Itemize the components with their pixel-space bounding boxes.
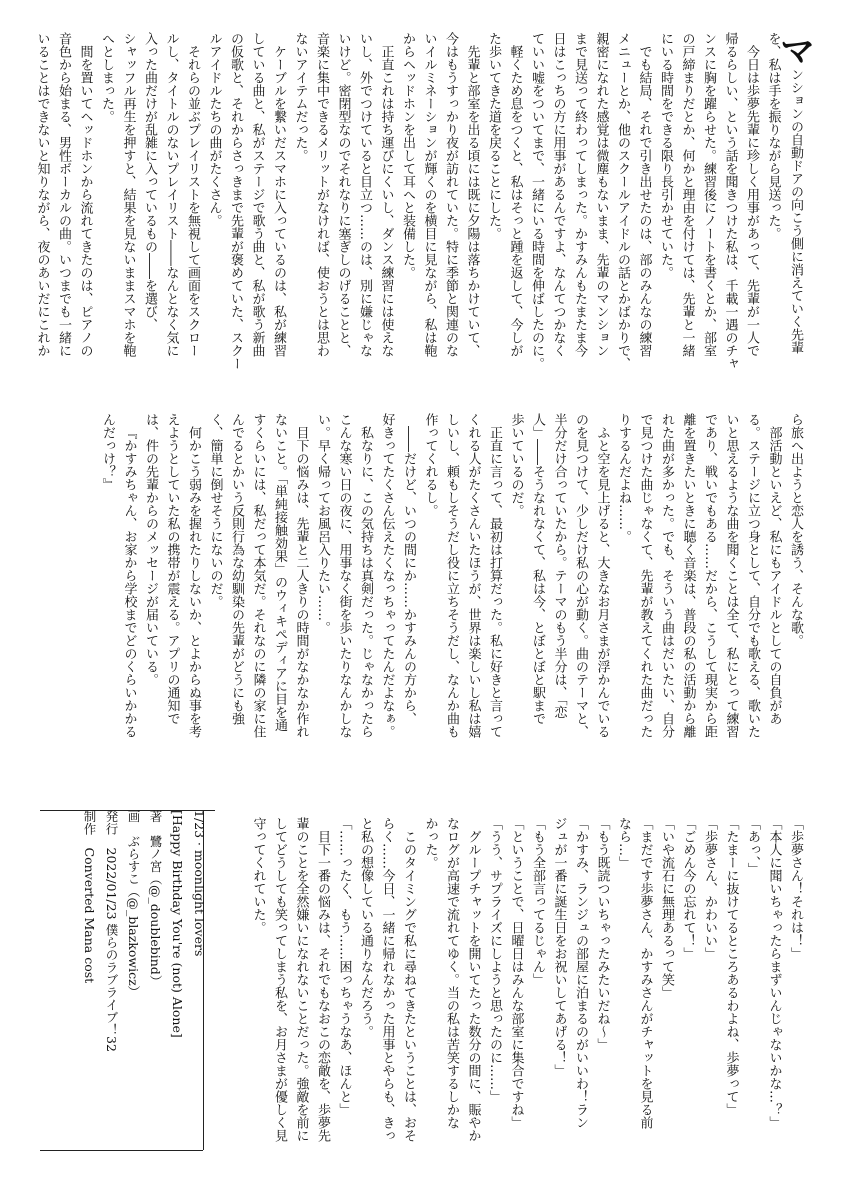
- line-text: 輩のことを全然嫌いになれないことだった。強敵を前に: [293, 817, 309, 1142]
- line-text: であり、戦いでもある……だから、こうして現実から距: [702, 413, 717, 738]
- text-line: [762, 32, 784, 390]
- text-line: [719, 32, 741, 390]
- line-text: 半分だけ合っていたから。テーマのもう半分は、「恋: [551, 413, 567, 719]
- text-line: [655, 32, 677, 390]
- text-line: [246, 32, 268, 390]
- line-text: なら…」: [616, 817, 631, 869]
- text-line: [720, 817, 742, 1175]
- line-text: 「もう全部言ってるじゃん」: [530, 817, 545, 986]
- text-line: [139, 32, 161, 390]
- line-text: してどうしても笑ってしまう私を、お月さまが優しく見: [272, 817, 287, 1142]
- text-line: [160, 32, 182, 390]
- text-line: [311, 32, 333, 390]
- colophon-line: 著 鷺ノ宮（@_doublebind）: [148, 810, 163, 988]
- line-text: 作ってくれるし。: [422, 413, 438, 517]
- text-line: [419, 817, 441, 1175]
- line-text: いと思えるような曲を聞くことは全て、私にとって練習: [723, 413, 739, 738]
- text-line: [333, 817, 355, 1175]
- text-line: [355, 413, 377, 793]
- line-text: 日はこっちの方に用事があるんですよ、なんてつかなく: [550, 32, 566, 357]
- line-text: 今はもうすっかり夜が訪れていた。特に季節と関連のな: [443, 32, 458, 357]
- text-line: [247, 817, 269, 1175]
- text-line: [527, 817, 549, 1175]
- line-text: 離を置きたいときに聴く音楽は、普段の私の活動から離: [680, 413, 696, 738]
- line-text: ンスに胸を躍らせた。練習後にノートを書くとか、部室: [701, 32, 716, 357]
- colophon-line: 1/23 · moonlight lovers: [192, 810, 207, 957]
- text-line: [505, 413, 527, 793]
- line-text: は、件の先輩からのメッセージが届いている。: [143, 413, 158, 686]
- line-text: 「まだです歩夢さん、かすみさんがチャットを見る前: [637, 817, 653, 1129]
- text-line: [204, 413, 226, 793]
- text-line: [462, 413, 484, 793]
- line-text: ルし、タイトルのないプレイリスト――なんとなく気に: [163, 32, 179, 357]
- line-text: ふと空を見上げると、大きなお月さまが浮かんでいる: [594, 426, 610, 738]
- text-line: [785, 413, 807, 793]
- text-tier-bottom: [215, 817, 806, 1175]
- text-line: [634, 413, 656, 793]
- colophon-line: 発行 2022/01/23 僕らのラブライブ！32: [104, 810, 119, 1052]
- line-text: 正直に言って、最初は打算だった。私に好きと言って: [487, 426, 502, 738]
- text-line: [269, 413, 291, 793]
- line-text: 「歩夢さん！それは！」: [788, 817, 803, 960]
- text-line: [269, 817, 291, 1175]
- text-line: [742, 413, 764, 793]
- text-line: [203, 32, 225, 390]
- text-line: [53, 32, 75, 390]
- text-line: [591, 817, 613, 1175]
- text-tier-top: [34, 32, 816, 390]
- text-line: [570, 817, 592, 1175]
- text-line: [526, 32, 548, 390]
- text-line: [161, 413, 183, 793]
- line-text: 音楽に集中できるメリットがなければ、使おうとは思わ: [314, 32, 329, 357]
- line-text: ないアイテムだった。: [292, 32, 308, 162]
- line-text: 軽くため息をつくと、私はそっと踵を返して、今しが: [507, 45, 523, 357]
- line-text: りするんだよね……。: [616, 413, 631, 543]
- text-line: [268, 32, 290, 390]
- colophon-line: [Happy Birthday You're (not) Alone]: [170, 810, 185, 1038]
- text-line: [504, 32, 526, 390]
- line-text: ら旅へ出ようと恋人を誘う、そんな歌。: [788, 413, 803, 647]
- text-line: [333, 413, 355, 793]
- text-line: [698, 32, 720, 390]
- line-text: ジュが一番に誕生日をお祝いしてあげる！」: [551, 817, 567, 1077]
- line-text: いし、外でつけていると目立つ……のは、別に嫌じゃな: [357, 32, 372, 357]
- text-line: [398, 817, 420, 1175]
- line-text: 正直これは持ち運びにくいし、ダンス練習には使えな: [378, 45, 394, 357]
- line-text: 帰るらしい、という話を聞きつけた私は、千載一遇のチャ: [722, 32, 738, 370]
- line-text: すくらいには、私だって本気だ。それなのに隣の家に住: [250, 413, 266, 738]
- colophon-line: 制作 Converted Mana cost: [82, 810, 97, 984]
- line-text: こんな寒い日の夜に、用事なく街を歩いたりなんかしな: [336, 413, 352, 738]
- line-text: れた曲が多かった。でも、そういう曲はだいたい、自分: [659, 413, 674, 738]
- text-line: [183, 413, 205, 793]
- text-line: [312, 817, 334, 1175]
- line-text: の戸締まりだとか、何かと理由を付けては、先輩と一緒: [679, 32, 695, 357]
- text-line: [140, 413, 162, 793]
- line-text: んだっけ？』: [100, 413, 115, 491]
- text-line: [676, 32, 698, 390]
- text-line: [461, 32, 483, 390]
- line-text: 入った曲だけが乱雑に入っているもの――を選び、: [142, 32, 157, 331]
- line-text: 部活動といえど、私にもアイドルとしての自負があ: [766, 426, 782, 725]
- text-line: [527, 413, 549, 793]
- text-line: [699, 413, 721, 793]
- text-line: [720, 413, 742, 793]
- line-text: シャッフル再生を押すと、結果を見ないままスマホを鞄: [120, 32, 136, 357]
- line-text: 音色から始まる、男性ボーカルの曲。いつまでも一緒に: [56, 32, 71, 357]
- text-line: [612, 32, 634, 390]
- line-text: 「いや流石に無理あるって笑」: [659, 817, 674, 999]
- line-text: 「ということで、日曜日はみんな部室に集合ですね」: [508, 817, 524, 1129]
- text-line: [225, 32, 247, 390]
- line-text: 目下の悩みは、先輩と二人きりの時間がなかなか作れ: [293, 426, 309, 738]
- line-text: 先輩と部室を出る頃には既に夕陽は落ちかけていて、: [464, 45, 480, 357]
- text-line: [591, 413, 613, 793]
- text-line: [634, 817, 656, 1175]
- line-text: ンションの自動ドアの向こう側に消えていく先輩: [788, 68, 803, 354]
- text-line: [290, 413, 312, 793]
- line-text: 私なりに、この気持ちは真剣だった。じゃなかったら: [358, 426, 373, 738]
- line-text: を、私は手を振りながら見送った。: [765, 32, 781, 240]
- text-line: [741, 32, 763, 390]
- line-text: へとしまった。: [99, 32, 114, 123]
- text-line: [290, 817, 312, 1175]
- line-text: 「……ったく、もう……困っちゃうなあ、ほんと」: [336, 817, 352, 1116]
- line-text: のを見つけて、少しだけ私の心が動く。曲のテーマと、: [573, 413, 588, 738]
- text-line: [74, 32, 96, 390]
- text-line: [96, 32, 118, 390]
- line-text: メニューとか、他のスクールアイドルの話とかばかりで、: [615, 32, 630, 370]
- text-line: [677, 413, 699, 793]
- line-text: 守ってくれていた。: [250, 817, 266, 934]
- line-text: 「たまーに抜けてるところあるわよね、歩夢って」: [723, 817, 739, 1116]
- text-line: [355, 817, 377, 1175]
- text-line: [118, 413, 140, 793]
- line-text: 「あっ、」: [745, 817, 760, 876]
- line-text: 『かすみちゃん、お家から学校までどのくらいかかる: [121, 426, 137, 738]
- line-text: 「もう既読ついちゃったみたいだね～」: [594, 817, 610, 1051]
- line-text: まで見送って終わってしまった。かすみんもたまたま今: [572, 32, 587, 357]
- text-line: [376, 817, 398, 1175]
- line-text: でも結局、それで引き出せたのは、部のみんなの練習: [636, 45, 652, 357]
- line-text: このタイミングで私に尋ねてきたということは、おそ: [401, 830, 416, 1142]
- line-text: 何かこう弱みを握れたりしないか、とよからぬ事を考: [186, 426, 201, 738]
- line-text: している曲と、私がステージで歌う曲と、私が歌う新曲: [249, 32, 265, 357]
- text-line: [354, 32, 376, 390]
- line-text: 「歩夢さん、かわいい」: [702, 817, 717, 960]
- line-text: からヘッドホンを出して耳へと装備した。: [400, 32, 415, 279]
- line-text: いることはできないと知りながら、夜のあいだにこれか: [34, 32, 50, 357]
- text-line: [247, 413, 269, 793]
- text-line: [742, 817, 764, 1175]
- line-text: くれる人がたくさんいたほうが、世界は楽しいし私は嬉: [465, 413, 481, 738]
- line-text: で見つけた曲じゃなくて、先輩が教えてくれた曲だった: [637, 413, 653, 738]
- line-text: 歩いているのだ。: [508, 413, 524, 517]
- text-line: [375, 32, 397, 390]
- text-line: [312, 413, 334, 793]
- text-line: [613, 413, 635, 793]
- line-text: 間を置いてヘッドホンから流れてきたのは、ピアノの: [77, 45, 93, 357]
- line-text: と私の想像している通りなんだろう。: [358, 817, 373, 1038]
- line-text: 目下一番の悩みは、それでもなおこの恋敵を、歩夢先: [315, 830, 330, 1142]
- line-text: いイルミネーションが輝くのを横目に見ながら、私は鞄: [421, 32, 437, 357]
- text-line: [677, 817, 699, 1175]
- line-text: 「本人に聞いちゃったらまずいんじゃないかな…？」: [766, 817, 782, 1129]
- line-text: かった。: [422, 817, 438, 869]
- text-line: [774, 32, 816, 390]
- line-text: んでるとかいう反則行為な幼馴染の先輩がどうにも強: [229, 413, 244, 725]
- line-text: グループチャットを開いてたった数分の間に、賑やか: [465, 830, 481, 1142]
- line-text: 好きってたくさん伝えたくなっちゃってたんだよなぁ。: [379, 413, 395, 738]
- line-text: ルアイドルたちの曲がたくさん。: [206, 32, 222, 227]
- drop-cap: マ: [774, 32, 816, 68]
- text-line: [398, 413, 420, 793]
- line-text: らく……今日、一緒に帰れなかった用事とやらも、きっ: [379, 817, 395, 1142]
- text-line: [699, 817, 721, 1175]
- text-line: [376, 413, 398, 793]
- text-line: [418, 32, 440, 390]
- text-line: [484, 413, 506, 793]
- line-text: 「ごめん今の忘れて！」: [680, 817, 696, 960]
- line-text: ないこと。「単純接触効果」のウィキペディアに目を通: [272, 413, 287, 732]
- text-line: [656, 413, 678, 793]
- text-line: [440, 32, 462, 390]
- text-line: [569, 32, 591, 390]
- text-line: [763, 413, 785, 793]
- text-line: [590, 32, 612, 390]
- text-line: [483, 32, 505, 390]
- text-line: [505, 817, 527, 1175]
- text-line: [785, 817, 807, 1175]
- line-text: 親密になれた感覚は微塵もないまま、先輩のマンション: [593, 32, 609, 357]
- line-text: 「かすみ、ランジュの部屋に泊まるのがいいわ！ラン: [573, 817, 588, 1129]
- line-text: る。ステージに立つ身として、自分でも歌える、歌いた: [745, 413, 760, 738]
- line-text: 今日は歩夢先輩に珍しく用事があって、先輩が一人で: [744, 45, 759, 357]
- text-line: [613, 817, 635, 1175]
- text-line: [548, 817, 570, 1175]
- line-text: ていい嘘をついてまで、一緒にいる時間を伸ばしたのに。: [529, 32, 544, 370]
- line-text: た歩いてきた道を戻ることにした。: [486, 32, 501, 240]
- colophon: [40, 810, 210, 1180]
- text-line: [570, 413, 592, 793]
- text-line: [633, 32, 655, 390]
- text-line: [397, 32, 419, 390]
- text-line: [441, 817, 463, 1175]
- colophon-line: 画 ぶらすこ（@_blazkowicz）: [126, 810, 141, 999]
- text-line: [97, 413, 119, 793]
- text-line: [547, 32, 569, 390]
- line-text: なログが高速で流れてゆく。当の私は苦笑するしかな: [444, 817, 459, 1129]
- text-line: [763, 817, 785, 1175]
- text-line: [332, 32, 354, 390]
- line-text: く、簡単に倒せそうにないのだ。: [207, 413, 223, 608]
- line-text: ――だけど、いつの間にか……かすみんの方から、: [401, 426, 416, 725]
- line-text: それらの並ぶプレイリストを無視して画面をスクロー: [185, 45, 200, 357]
- text-line: [289, 32, 311, 390]
- line-text: 「うう、サプライズにしようと思ったのに……」: [487, 817, 502, 1103]
- line-text: にいる時間をできる限り長引かせていた。: [658, 32, 673, 279]
- text-line: [548, 413, 570, 793]
- line-text: ケーブルを繋いだスマホに入っているのは、私が練習: [271, 45, 286, 357]
- text-line: [31, 32, 53, 390]
- line-text: いけど。密閉型なのでそれなりに塞ぎしのげることと、: [335, 32, 351, 357]
- text-line: [441, 413, 463, 793]
- text-line: [484, 817, 506, 1175]
- text-tier-middle: [44, 413, 806, 793]
- text-line: [656, 817, 678, 1175]
- line-text: しいし、頼もしそうだし役に立ちそうだし、なんか曲も: [444, 413, 459, 738]
- line-text: い。早く帰ってお風呂入りたい……。: [315, 413, 330, 634]
- text-line: [419, 413, 441, 793]
- text-line: [462, 817, 484, 1175]
- line-text: 人」――そうなれなくて、私は今、とぼとぼと駅まで: [530, 413, 545, 725]
- text-line: [226, 413, 248, 793]
- text-line: [182, 32, 204, 390]
- text-line: [117, 32, 139, 390]
- line-text: の仮歌と、それからさっきまで先輩が褒めていた、スクー: [228, 32, 243, 370]
- line-text: えようとしていた私の携帯が震える。アプリの通知で: [164, 413, 180, 725]
